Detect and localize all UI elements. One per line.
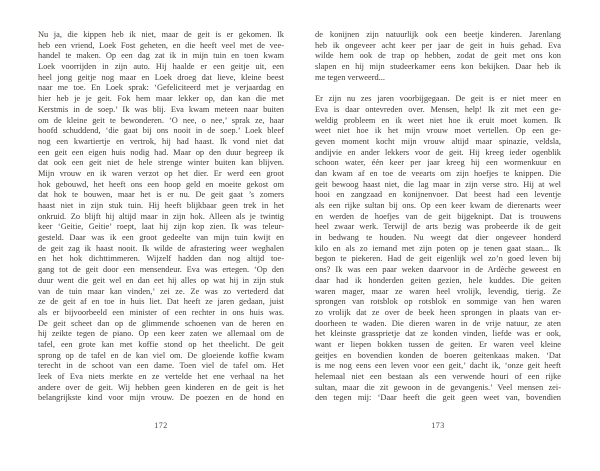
text-line: is me nog eens een leven voor een geit,’ dacht ik, ‘onze geit heeft [315,361,561,371]
text-line: Loek voorrijden in zijn auto. Hij haalde er een geitje uit, een [38,62,284,72]
page-left [38,30,284,450]
text-line: duur went die geit wel en dan eet hij alles op wat hij in zijn stuk [38,275,284,285]
text-line: sultan, maar die zit gewoon in de gevangenis.’ Veel mensen zei- [315,382,561,392]
paragraph [315,30,561,83]
text-line: gesteld. Daar was ik een groot gedeelte van mijn tuin kwijt en [38,233,284,243]
text-line: hok gebouwd, het heeft ons een hoop geld en moeite gekost om [38,179,284,189]
page-right [315,30,561,450]
text-line: geven moment kocht mijn vrouw altijd maar spinazie, veldsla, [315,136,561,146]
text-line: en werden de hoefjes van de geit bijgeknipt. Dat is trouwens [315,211,561,221]
text-line: geitjes en bovendien konden de boeren geitenkaas maken. ‘Dat [315,350,561,360]
text-line: schoon water, één keer per jaar kreeg hij een wormenkuur en [315,158,561,168]
text-line: weldig probleem en ik weet niet hoe ik eruit moet komen. Ik [315,115,561,125]
text-line: dat ook een geit niet de hele strenge winter buiten kan blijven. [38,158,284,168]
text-line: doorheen te waden. Die dieren waren in de vrije natuur, ze aten [315,318,561,328]
text-line: andere over de geit. Wij hebben geen kinderen en de geit is het [38,382,284,392]
text-line: den tegen mij: ‘Daar heeft die geit geen weet van, bovendien [315,393,561,403]
text-line: het kleinste grassprietje dat ze konden vinden, liefde was er ook, [315,329,561,339]
text-line: geit bewoog haast niet, die lag maar in zijn verse stro. Hij at wel [315,179,561,189]
text-line: onkruid. Zo blijft hij altijd maar in zijn hok. Alleen als je twintig [38,211,284,221]
text-line: sprong op de tafel en de kan viel om. De gloeiende koffie kwam [38,350,284,360]
text-line: me tegen verweerd... [315,72,385,82]
text-line: daar had ik honderden geiten gezien, hele kuddes. Die geiten [315,275,561,285]
text-line: Nu ja, die kippen heb ik niet, maar de geit is er gekomen. Ik [38,30,284,39]
text-line: kilo en als zo iemand met zijn poten op je tenen gaat staan... Ik [315,243,561,253]
text-line: keer ‘Geitie, Geitie’ roept, laat hij zijn kop zien. Ik was teleur- [38,222,284,232]
paragraph [315,94,561,404]
text-line: de geit zag ik haast nooit. Ik wilde de afrastering weer weghalen [38,243,284,253]
text-line: om de kleine geit te bewonderen. ‘O nee, o nee,’ sprak ze, haar [38,115,284,125]
text-line: weet niet hoe ik het mijn vrouw moet vertellen. Op een ge- [315,126,561,136]
text-line: en het hok dichttimmeren. Wijzelf hadden dan nog altijd toe- [38,254,284,264]
text-line: wilde hem ook de trap op hebben, zodat de geit met ons kon [315,51,561,61]
text-line: zo vrolijk dat ze over de beek heen sprongen in plaats van er- [315,307,561,317]
text-line: een geit een eigen huis nodig had. Maar op den duur begreep ik [38,147,284,157]
text-line: gang tot de geit door een mensendeur. Eva was ertegen. ‘Op den [38,265,284,275]
text-line: heel jong geitje nog maar en Loek droeg dat lieve, kleine beest [38,72,284,82]
text-line: hoofd schuddend, ‘die gaat bij ons nooit in de soep.’ Loek bleef [38,126,284,136]
text-line: Er zijn nu zes jaren voorbijgegaan. De geit is er niet meer en [315,94,561,104]
text-line: heel zwaar werk. Terwijl de arts bezig was probeerde ik de geit [315,222,561,232]
text-line: tafel, een grote kan met koffie stond op het theelicht. De geit [38,339,284,349]
page-number-left: 172 [154,421,168,430]
text-line: als er bijvoorbeeld een minister of een rechter in ons huis was. [38,307,284,317]
text-line: waren mager, maar ze waren heel vrolijk, levendig, tierig. Ze [315,286,561,296]
text-line: Mijn vrouw en ik waren verzot op het dier. Er werd een groot [38,168,284,178]
text-line: helemaal niet een bestaan als een verwende houri of een rijke [315,372,561,381]
text-line: ons? Ik was een paar weken daarvoor in de Ardèche geweest en [315,265,561,275]
text-line: ze de geit af en toe in huis liet. Dat heeft ze jaren gedaan, juist [38,297,284,307]
text-block [315,30,561,404]
text-line: van de tuin maar kan vinden,’ zei ze. Ze was zo vertederd dat [38,286,284,296]
text-line: haast niet in zijn stuk tuin. Hij heeft blijkbaar geen trek in het [38,201,284,210]
text-line: belangrijkste kind voor mijn vrouw. De poezen en de hond en [38,393,284,403]
page-number-right: 173 [431,421,445,430]
text-line: sprongen van rotsblok op rotsblok en sommige van hen waren [315,297,561,307]
text-line: naar me toe. En Loek sprak: ‘Gefeliciteerd met je verjaardag en [38,83,284,93]
text-line: hooi en zangzaad en konijnenvoer. Dat beest had een leventje [315,190,561,200]
text-line: want er liepen bokken tussen de geiten. Er waren veel kleine [315,339,561,349]
text-block [38,30,284,404]
text-line: nog een kwartiertje en vertrok, hij had haast. Ik vond niet dat [38,136,284,146]
text-line: in bedwang te houden. Nu weegt dat dier ongeveer honderd [315,233,561,243]
text-line: andijvie en ander lekkers voor de geit. Hij kreeg ieder ogenblik [315,147,561,157]
text-line: Kerstmis in de soep.’ Ik was blij. Eva kwam meteen naar buiten [38,104,284,114]
text-line: heb ik ongeveer acht keer per jaar de geit in huis gehad. Eva [315,40,561,50]
text-line: begon te piekeren. Had de geit eigenlijk wel zo’n goed leven bij [315,254,561,264]
text-line: hij zeikte tegen de piano. Op een keer zaten we allemaal om de [38,329,284,339]
text-line: slapen en hij mijn studeerkamer eens kon bekijken. Daar heb ik [315,62,561,72]
paragraph [38,30,284,404]
text-line: dat hok te bouwen, maar het is er nu. De geit gaat ’s zomers [38,190,284,200]
text-line: De geit scheet dan op de glimmende schoenen van de heren en [38,318,284,328]
text-line: Eva is daar ontevreden over. Mensen, help! Ik zit met een ge- [315,104,561,114]
text-line: handel te maken. Op een dag zat ik in mijn tuin en toen kwam [38,51,284,61]
text-line: terecht in de schoot van een dame. Toen viel de tafel om. Het [38,361,284,371]
text-line: als een rijke sultan bij ons. Op een keer kwam de dierenarts weer [315,201,561,210]
text-line: hier heb je je geit. Fok hem maar lekker op, dan kan die met [38,94,284,104]
text-line: heb een vriend, Loek Fost geheten, en die heeft veel met de vee- [38,40,284,50]
text-line: dan kwam af en toe de veearts om zijn hoefjes te knippen. Die [315,168,561,178]
text-line: de konijnen zijn natuurlijk ook een beetje kinderen. Jarenlang [315,30,561,39]
text-line: leek of Eva niets merkte en ze vertelde het ene verhaal na het [38,372,284,381]
